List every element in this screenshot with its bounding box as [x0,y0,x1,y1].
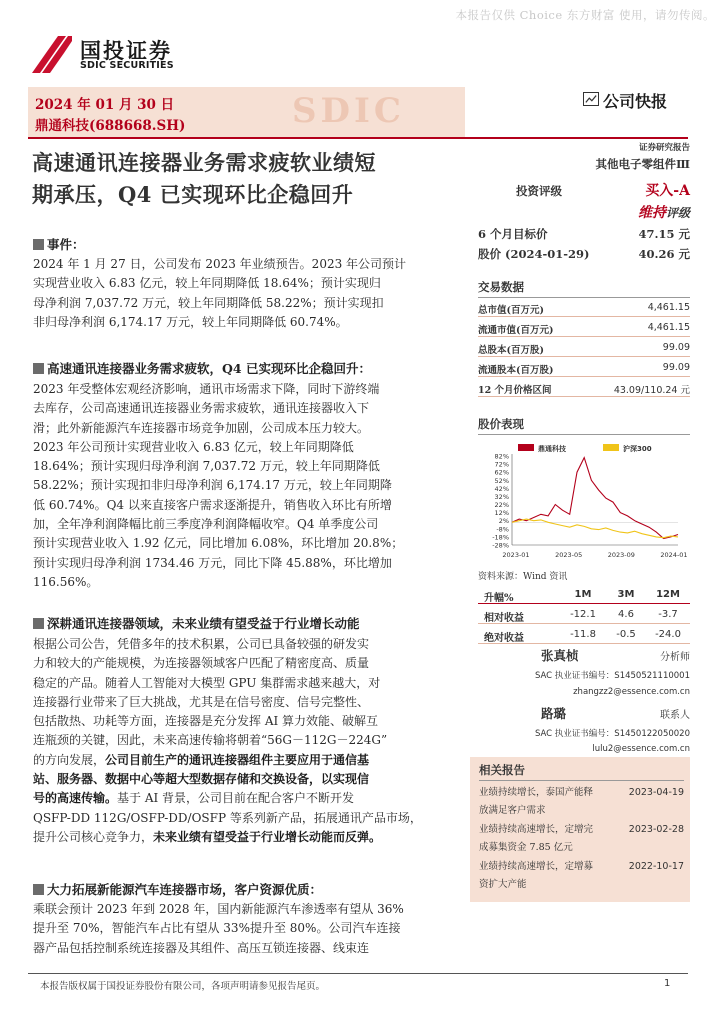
perf-header-row: 升幅% 1M 3M 12M [478,584,690,604]
analyst-email[interactable]: zhangzz2@essence.com.cn [573,687,690,697]
analyst-cert: SAC 执业证书编号：S1450521110001 [534,671,690,681]
y-tick-label: 12% [494,509,509,518]
title-line-2: 期承压，Q4 已实现环比企稳回升 [32,182,354,207]
rating-value: 买入-A [645,183,690,199]
x-tick-label: 2023-05 [555,551,583,559]
section-bullet-icon [33,239,44,250]
related-report-item[interactable]: 业绩持续高速增长，定增完 成募集资金 7.85 亿元 2023-02-28 [479,824,684,853]
stock-price-row: 股价 (2024-01-29) 40.26 元 [478,247,690,261]
rating-maintain: 维持评级 [637,205,690,221]
logo-stripes-icon [28,33,72,73]
chart-source: 资料来源：Wind 资讯 [478,572,568,582]
series-line-index [512,519,678,538]
paragraph-demand: 2023 年受整体宏观经济影响，通讯市场需求下降，同时下游终端 去库存，公司高速通讯连接器业务需求疲软，通讯连接器收入下 滑；此外新能源汽车连接器市场竞争加剧，公司成本压力较大。 2023 年公司预计实现营业收入 6.83 亿元，较上年同期降低 18.64%；预计实现归母净利润 7,037.72 万元，较上年同期降低 58.22%；预计实现扣非归母净利润 6,174.17 万元，较上年同期降 低 60.74%。Q4 以来直接客户需求逐渐提升，销售收入环比有所增 加，全年净利润降幅比前三季度净利润降幅收窄。Q4 单季度公司 预计实现营业收入 1.92 亿元，同比增加 6.08%，环比增加 20.8%； 预计实现归母净利润 1734.46 万元，同比下降 45.88%，环比增加 116.56%。 [33,382,404,589]
trade-row: 总市值(百万元) 4,461.15 [478,298,690,317]
related-report-item[interactable]: 业绩持续增长，泰国产能释 放满足客户需求 2023-04-19 [479,787,684,816]
related-reports-box [470,757,690,902]
y-tick-label: -8% [496,525,509,534]
analyst-cert: SAC 执业证书编号：S1450122050020 [534,729,690,739]
section-bullet-icon [33,363,44,374]
perf-row-absolute: 绝对收益 -11.8 -0.5 -24.0 [478,624,690,644]
section-title-demand: 高速通讯连接器业务需求疲软，Q4 已实现环比企稳回升： [33,359,371,377]
x-tick-label: 2023-01 [502,551,530,559]
legend-label-stock: 鼎通科技 [538,445,566,453]
company-logo [28,33,228,73]
series-line-stock [512,458,678,539]
watermark: 本报告仅供 Choice 东方财富 使用，请勿传阅。 [455,8,715,22]
banner-watermark-text: SDIC [291,91,405,131]
trade-data-title: 交易数据 [478,277,690,298]
header-banner [28,87,465,137]
y-tick-label: 22% [494,501,509,510]
y-tick-label: 62% [494,468,509,477]
y-tick-label: 52% [494,476,509,485]
paragraph-connector: 根据公司公告，凭借多年的技术积累，公司已具备较强的研发实 力和较大的产能规模，为连接器领域客户匹配了精密度高、质量 稳定的产品。随着人工智能对大模型 GPU 集群需求越来越大，对 连接器行业带来了巨大挑战，尤其是在信号密度、信号完整性、 包括散热、功耗等方面，连接器是充分发挥 AI 算力效能、破解互 连瓶颈的关键，因此，未来高速传输将朝着“56G－112G－224G” 的方向发展，公司目前生产的通讯连接器组件主要应用于通信基 站、服务器、数据中心等超大型数据存储和交换设备，以实现信 号的高速传输。基于 AI 背景，公司目前在配合客户不断开发 QSFP-DD 112G/OSFP-DD/OSFP 等系列新产品，拓展通讯产品市场， 提升公司核心竞争力，未来业绩有望受益于行业增长动能而反弹。 [33,637,422,844]
title-line-1: 高速通讯连接器业务需求疲软业绩短 [32,150,376,175]
industry-label: 其他电子零组件Ⅲ [595,157,690,171]
performance-table [478,584,690,644]
related-reports-title: 相关报告 [479,763,525,777]
trade-row: 流通股本(百万股) 99.09 [478,358,690,377]
trade-row: 总股本(百万股) 99.09 [478,338,690,357]
x-tick-label: 2023-09 [607,551,635,559]
header-divider [28,137,688,139]
section-bullet-icon [33,618,44,629]
y-tick-label: -18% [492,533,509,542]
y-tick-label: 42% [494,484,509,493]
x-tick-label: 2024-01 [660,551,688,559]
legend-swatch-index [603,444,619,451]
paragraph-event: 2024 年 1 月 27 日，公司发布 2023 年业绩预告。2023 年公司预计 实现营业收入 6.83 亿元，较上年同期降低 18.64%；预计实现归 母净利润 7,037.72 万元，较上年同期降低 58.22%；预计实现扣 非归母净利润 6,174.17 万元，较上年同期降低 60.74%。 [33,257,407,329]
flash-label: 公司快报 [603,92,668,111]
legend-label-index: 沪深300 [623,445,652,453]
y-tick-label: 82% [494,452,509,461]
chart-icon [583,92,599,106]
report-type-badge [583,89,689,111]
paragraph-ev: 乘联会预计 2023 年到 2028 年，国内新能源汽车渗透率有望从 36% 提升至 70%，智能汽车占比有望从 33%提升至 80%。公司汽车连接 器产品包括控制系统连接器及其组件、高压互锁连接器、线束连 [33,902,404,955]
target-price-row: 6 个月目标价 47.15 元 [478,227,690,241]
trade-row: 流通市值(百万元) 4,461.15 [478,318,690,337]
logo-en-text: SDIC SECURITIES [80,60,174,71]
section-title-connector: 深耕通讯连接器领域，未来业绩有望受益于行业增长动能 [33,614,360,632]
related-report-item[interactable]: 业绩持续高速增长，定增募 资扩大产能 2022-10-17 [479,861,684,890]
report-category: 证券研究报告 [638,143,690,153]
analyst-email[interactable]: lulu2@essence.com.cn [592,744,690,754]
section-title-event: 事件： [33,235,85,253]
legend-swatch-stock [518,444,534,451]
analyst-role: 联系人 [660,710,690,721]
y-tick-label: 72% [494,460,509,469]
report-date: 2024 年 01 月 30 日 [35,97,175,113]
analyst-role: 分析师 [660,652,690,663]
section-bullet-icon [33,884,44,895]
footer-divider [28,973,688,974]
y-tick-label: -28% [492,541,509,550]
trade-row: 12 个月价格区间 43.09/110.24 元 [478,378,690,397]
page-number: 1 [664,978,671,989]
section-title-ev: 大力拓展新能源汽车连接器市场，客户资源优质： [33,880,322,898]
logo-cn-text: 国投证券 [80,39,172,63]
analyst-name: 张真桢 [541,648,579,663]
analyst-name: 路璐 [541,706,567,721]
footer-disclaimer: 本报告版权属于国投证券股份有限公司，各项声明请参见报告尾页。 [40,981,326,992]
chart-title: 股价表现 [478,414,690,435]
y-tick-label: 2% [498,517,509,526]
company-ticker: 鼎通科技(688668.SH) [35,118,186,134]
y-tick-label: 32% [494,492,509,501]
perf-row-relative: 相对收益 -12.1 4.6 -3.7 [478,604,690,624]
rating-label: 投资评级 [516,184,562,198]
report-title [32,147,472,211]
stock-performance-chart [478,441,690,563]
